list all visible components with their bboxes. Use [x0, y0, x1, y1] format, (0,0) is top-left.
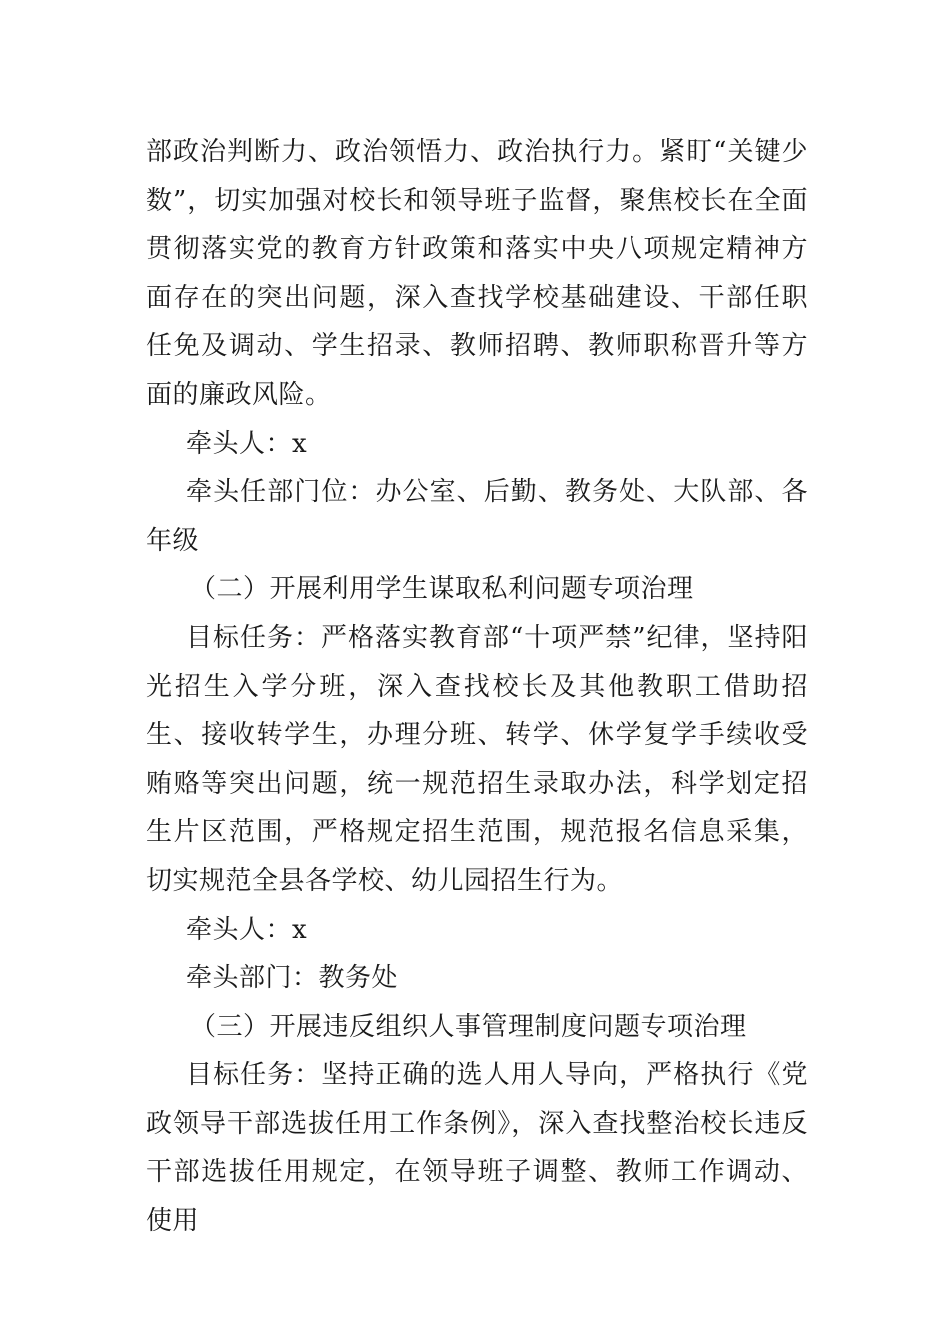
lead-person-1: 牵头人：x — [186, 428, 308, 459]
lead-department-1: 牵头任部门位：办公室、后勤、教务处、大队部、各年级 — [146, 477, 808, 556]
lead-department-2: 牵头部门：教务处 — [186, 963, 399, 994]
paragraph-target-3: 目标任务：坚持正确的选人用人导向，严格执行《党政领导干部选拔任用工作条例》，深入查找整治校长违反干部选拔任用规定，在领导班子调整、教师工作调动、使用 — [146, 1060, 808, 1237]
document-body — [146, 128, 808, 1246]
paragraph-target-2: 目标任务：严格落实教育部“十项严禁”纪律，坚持阳光招生入学分班，深入查找校长及其他教职工借助招生、接收转学生，办理分班、转学、休学复学手续收受贿赂等突出问题，统一规范招生录取办法，科学划定招生片区范围，严格规定招生范围，规范报名信息采集，切实规范全县各学校、幼儿园招生行为。 — [146, 622, 808, 896]
lead-person-2: 牵头人：x — [186, 914, 308, 945]
paragraph-governance: 部政治判断力、政治领悟力、政治执行力。紧盯“关键少数”，切实加强对校长和领导班子监督，聚焦校长在全面贯彻落实党的教育方针政策和落实中央八项规定精神方面存在的突出问题，深入查找学校基础建设、干部任职任免及调动、学生招录、教师招聘、教师职称晋升等方面的廉政风险。 — [146, 137, 808, 410]
section-heading-3: （三）开展违反组织人事管理制度问题专项治理 — [190, 1011, 747, 1042]
section-heading-2: （二）开展利用学生谋取私利问题专项治理 — [190, 574, 694, 605]
